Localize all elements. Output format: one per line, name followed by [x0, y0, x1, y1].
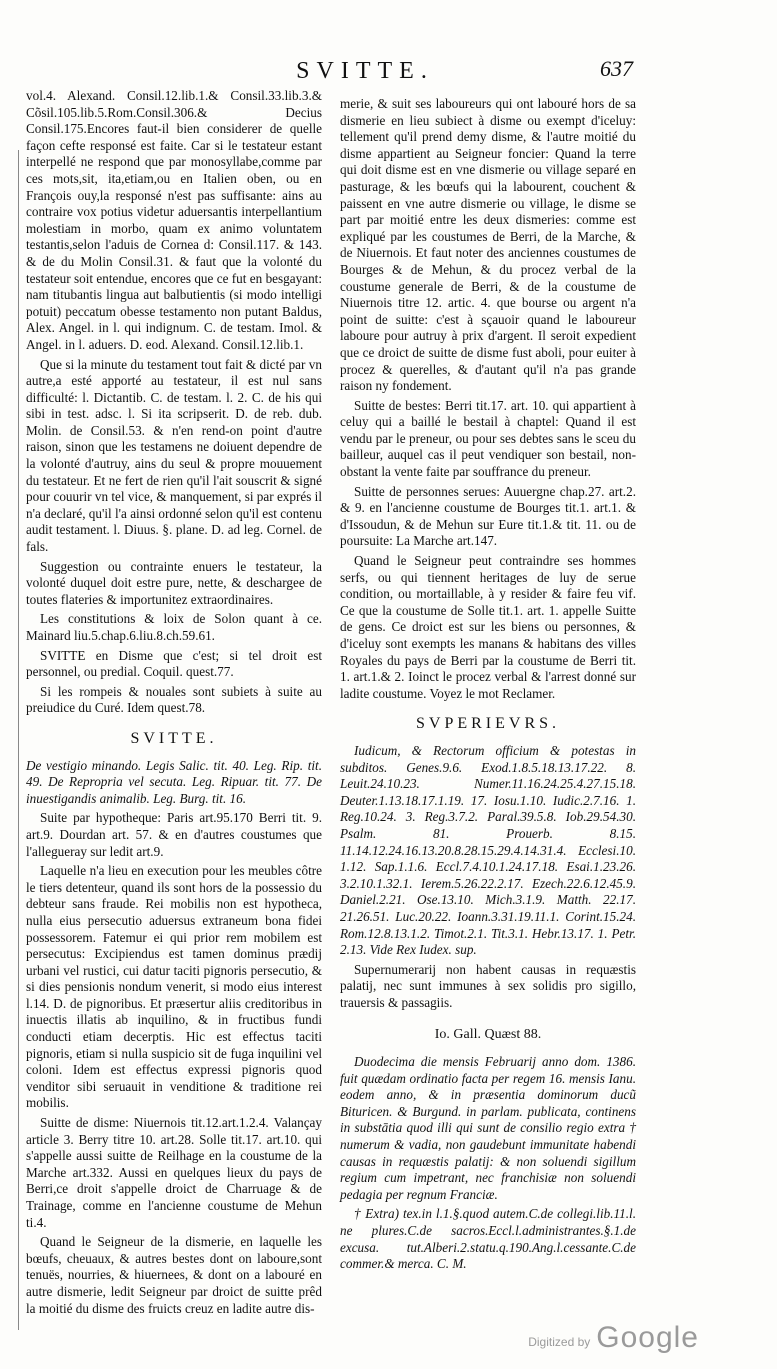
right-paragraph: Iudicum, & Rectorum officium & potestas in subditos. Genes.9.6. Exod.1.8.5.18.13.17.22. 8. Leuit.24.10.23. Numer.11.16.24.25.4.27.15.18. Deuter.1.13.18.17.1.19. 17. Iosu.1.10. Iudic.2.7.16. 1. Reg.10.24. 3. Reg.3.7.2. Paral.39.5.8. Iob.29.54.30. Psalm. 81. Prouerb. 8.15. 11.14.12.24.16.13.20.8.28.15.29.4.14.31.4. Ecclesi.10. 1.12. Sap.1.1.6. Eccl.7.4.10.1.24.17.18. Esai.1.23.26. 3.2.10.1.32.1. Ierem.5.26.22.2.17. Ezech.22.6.12.45.9. Daniel.2.21. Ose.13.10. Mich.3.1.9. Matth. 22.17. 21.26.51. Luc.20.22. Ioann.3.31.19.11.1. Corint.15.24. Rom.12.8.13.1.2. Timot.2.1. Tit.3.1. Hebr.13.17. 1. Petr. 2.13. Vide Rex Iudex. sup. — [340, 742, 636, 958]
digitized-by-google-watermark — [528, 1321, 699, 1355]
digitized-by-label: Digitized by — [528, 1335, 591, 1349]
right-paragraph: merie, & suit ses laboureurs qui ont labouré hors de sa dismerie en lieu subiect à disme ou exempt d'iceluy: tellement qu'il prend demy disme, & l'autre moitié du disme appartient au Seigneur foncier: Quand la terre qui doit disme est en vne dismerie ou village separé en pasturage, & les bœufs qui la labourent, couchent & paissent en vne autre dismerie ou village, le disme se part par moitié entre les deux dismeries: comme est expliqué par les coustumes de Berri, de la Marche, & de Niuernois. Et faut noter des anciennes coustumes de Bourges & de Mehun, & du procez verbal de la coustume generale de Berri, & de la coustume de Niuernois titre 12. artic. 4. que bourse ou argent n'a point de suitte: c'est à sçauoir quand le laboureur laboure pour autruy à prix d'argent. Il seroit expedient que ce droict de suitte de disme fust aboli, pour euiter à procez & querelles, & d'autant qu'il n'a pas grande raison ny fondement. — [340, 96, 636, 394]
subheading-citation: Io. Gall. Quæst 88. — [434, 1027, 542, 1043]
left-paragraph: Quand le Seigneur de la dismerie, en laquelle les bœufs, cheuaux, & autres bestes dont on laboure,sont tenuës, nourries, & hiuernees, & dont on a labouré en autre dismerie, ledit Seigneur par droict de suitte prêd la moitié du disme des fruicts creuz en ladite autre dis- — [26, 1234, 322, 1316]
left-paragraph: Que si la minute du testament tout fait & dicté par vn autre,a esté apporté au testateur, il est nul sans difficulté: l. Dictantib. C. de testam. l. 2. C. de his qui sibi in test. adsc. l. Si ita scripserit. D. de reb. dub. Molin. de Consil.53. & n'en rend-on point d'autre raison, sinon que les testamens ne doiuent dependre de la volonté d'autruy, ains du seul & propre mouuement du testateur. Et ne fert de rien qu'il l'ait souscrit & signé pour couurir vn tel vice, & manquement, si par exprés il n'a declaré, qu'il l'a ainsi ordonné selon qu'il est contenu audit testament. l. Diuus. §. plane. D. ad leg. Cornel. de fals. — [26, 356, 322, 555]
left-paragraph: Laquelle n'a lieu en execution pour les meubles côtre le tiers detenteur, quand ils sont hors de la possessio du debteur sans fraude. Rei mobilis non est hypotheca, nulla eius persecutio aduersus extraneum bona fidei possessorem. Fatemur ei qui prior rem mobilem est persecutus: Excipiendus est tamen dominus prædij urbani vel rustici, cui datur taciti pignoris persecutio, & si dies pensionis nondum venerit, si modo eius interest l.14. D. de pignoribus. Et præsertur aliis creditoribus in inuectis illatis ab inquilino, & in fructibus fundi conducti etiam decerptis. Hic est effectus taciti pignoris, etiam si nulla suspicio sit de fuga inquilini vel coloni. Idem est effectus expressi pignoris quod venditor sibi seruauit in venditione & traditione rei mobilis. — [26, 863, 322, 1111]
right-paragraph: Duodecima die mensis Februarij anno dom. 1386. fuit quædam ordinatio facta per regem 16. mensis Ianu. eodem anno, & in præsentia dominorum ducũ Bituricen. & Burgund. in parlam. publicata, continens in substātia quod illi qui sunt de consilio regio extra † numerum & vadia, non gaudebunt immunitate habendi causas in requæstis palatij: & non soluendi sigillum regium cum impetrant, nec franchisiæ non soluendi pedagia per regnum Franciæ. — [340, 1054, 636, 1202]
right-paragraph: Quand le Seigneur peut contraindre ses hommes serfs, ou qui tiennent heritages de luy de serue condition, ou mortaillable, à y resider & faire feu vif. Ce que la coustume de Solle tit.1. art. 1. appelle Suitte de gens. Ce droict est sur les biens ou personnes, & d'iceluy sont exempts les manans & habitans des villes Royales du pays de Berri par la coustume de Berri tit. 1. art.1.& 2. Ioinct le procez verbal & l'arrest donné sur ladite coustume. Voyez le mot Reclamer. — [340, 553, 636, 701]
left-paragraph: vol.4. Alexand. Consil.12.lib.1.& Consil.33.lib.3.& Cõsil.105.lib.5.Rom.Consil.306.& Decius Consil.175.Encores faut-il bien considerer de quelle façon cefte responsé est faite. Car si le testateur estant interpellé ne respond que par monosyllabe,comme par ces mots,sit, ita,etiam,ou en Italien oben, ou en François ouy,la responsé n'est pas suffisante: ains au contraire vox potius videtur aduersantis interpellantium molestiam in morbo, quam ex animo voluntatem testantis,selon l'aduis de Cornea d: Consil.117. & 143. & de du Molin Consil.31. & faut que la volonté du testateur soit entendue, encores que ce fut en besgayant: nam titubantis lingua aut balbutientis (si modo intelligi potuit) peccatum obesse testamento non putant Baldus, Alex. Angel. in l. qui indignum. C. de testam. Imol. & Angel. in l. aduers. D. eod. Alexand. Consil.12.lib.1. — [26, 88, 322, 352]
right-paragraph: Supernumerarij non habent causas in requæstis palatij, nec sunt immunes à sex solidis pro sigillo, trauersis & passagiis. — [340, 961, 636, 1010]
right-paragraph: Suitte de bestes: Berri tit.17. art. 10. qui appartient à celuy qui a baillé le bestail à chaptel: Quand il est vendu par le preneur, ou pour ses debtes sans le sceu du bailleur, auquel cas il peut vendiquer son bestail, non-obstant la vente faite par souffrance du preneur. — [340, 397, 636, 480]
page-number: 637 — [600, 56, 633, 81]
left-paragraph: SVITTE en Disme que c'est; si tel droit est personnel, ou predial. Coquil. quest.77. — [26, 647, 322, 680]
left-paragraph: Suggestion ou contrainte enuers le testateur, la volonté duquel doit estre pure, nette, & deschargee de toutes flateries & importunitez extraordinaires. — [26, 558, 322, 607]
right-paragraph: Suitte de personnes serues: Auuergne chap.27. art.2. & 9. en l'ancienne coustume de Bourges tit.1. art.1. & d'Issoudun, & de Mehun sur Eure tit.1.& tit. 11. ou de poursuite: La Marche art.147. — [340, 483, 636, 549]
right-paragraph: † Extra) tex.in l.1.§.quod autem.C.de collegi.lib.11.l. ne plures.C.de sacros.Eccl.l.administrantes.§.1.de excusa. tut.Alberi.2.statu.q.190.Ang.l.cessante.C.de commer.& merca. C. M. — [340, 1206, 636, 1272]
right-column — [340, 96, 636, 1276]
left-paragraph: Si les rompeis & nouales sont subiets à suite au preiudice du Curé. Idem quest.78. — [26, 683, 322, 716]
left-paragraph: Suite par hypotheque: Paris art.95.170 Berri tit. 9. art.9. Dourdan art. 57. & en d'autres coustumes que l'allegueray sur ledit art.9. — [26, 810, 322, 859]
left-paragraph: De vestigio minando. Legis Salic. tit. 40. Leg. Rip. tit. 49. De Repropria vel secuta. Leg. Ripuar. tit. 77. De inuestigandis animalib. Leg. Burg. tit. 16. — [26, 757, 322, 806]
left-column — [26, 88, 322, 1320]
margin-rule — [18, 150, 19, 1330]
section-heading-svitte: SVITTE. — [130, 729, 218, 747]
running-title: SVITTE. — [296, 58, 434, 84]
section-heading-superieurs: SVPERIEVRS. — [415, 715, 561, 733]
left-paragraph: Suitte de disme: Niuernois tit.12.art.1.2.4. Valançay article 3. Berry titre 10. art.28. Solle tit.17. art.10. qui s'appelle aussi suitte de Reilhage en la coustume de la Marche art.332. Aussi en quelques lieux du pays de Berri,ce droit s'appelle droict de Charruage & de Trainage, comme en l'ancienne coustume de Mehun ti.4. — [26, 1115, 322, 1230]
left-paragraph: Les constitutions & loix de Solon quant à ce. Mainard liu.5.chap.6.liu.8.ch.59.61. — [26, 611, 322, 643]
google-logo: Google — [596, 1321, 699, 1354]
